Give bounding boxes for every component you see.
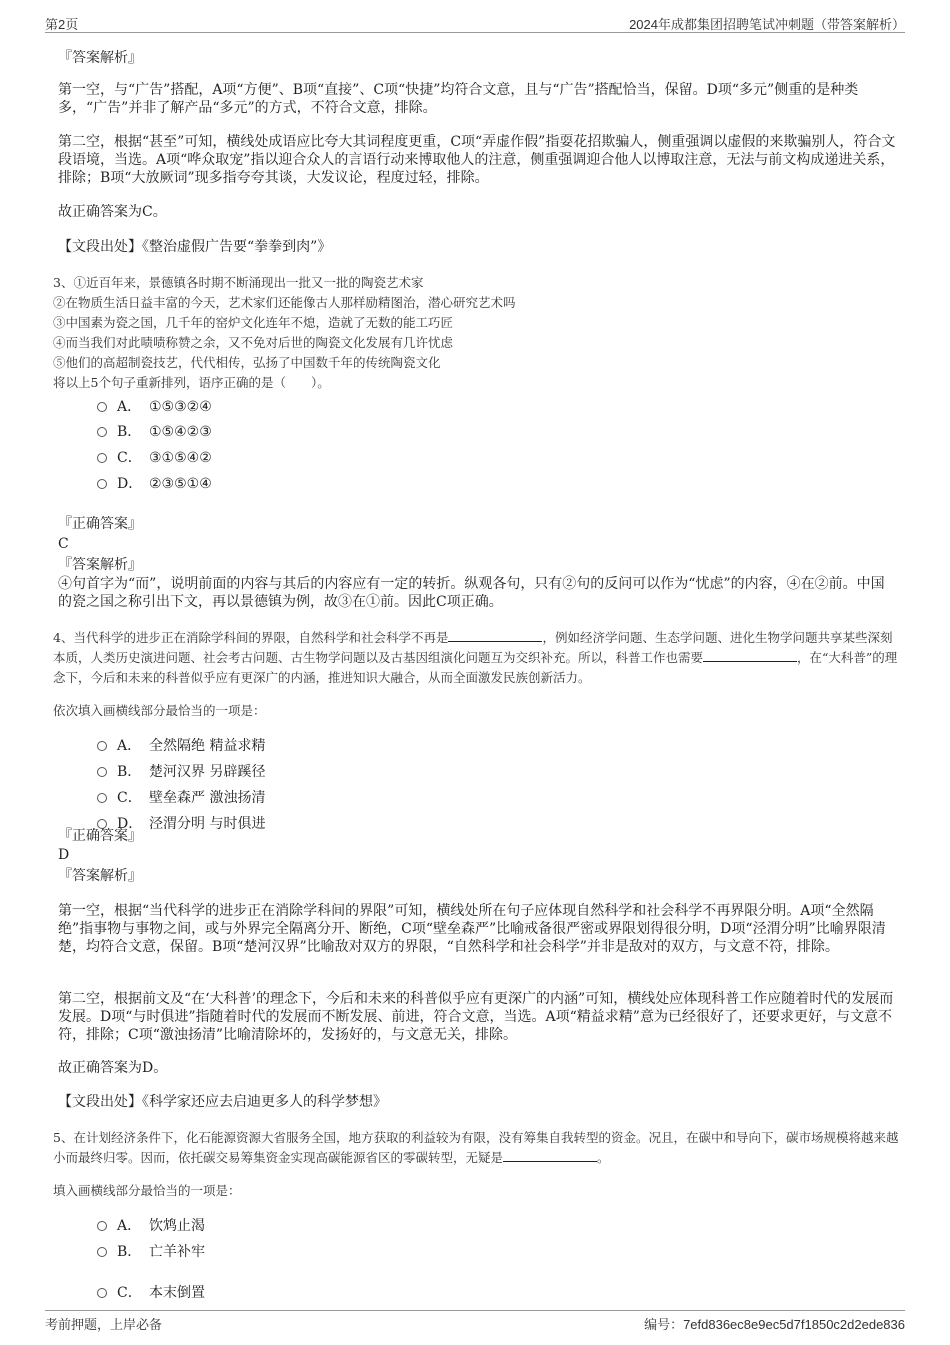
q5-prompt: 填入画横线部分最恰当的一项是： — [53, 1183, 241, 1198]
radio-icon[interactable] — [97, 741, 107, 751]
q5-stem: 5、在计划经济条件下，化石能源资源大省服务全国，地方获取的利益较为有限，没有筹集自我转型的资金。况且，在碳中和导向下，碳市场规模将越来越小而最终归零。因而，依托碳交易筹集资金实现高碳能源省区的零碳转型，无疑是 。 — [53, 1130, 899, 1165]
option-text: 本末倒置 — [149, 1285, 205, 1301]
q3-answer: C — [58, 536, 69, 552]
q3-line-2: ②在物质生活日益丰富的今天，艺术家们还能像古人那样励精图治，潜心研究艺术吗 — [53, 295, 516, 310]
q3-line-4: ④而当我们对此啧啧称赞之余，又不免对后世的陶瓷文化发展有几许忧虑 — [53, 335, 454, 350]
option-text: 泾渭分明 与时俱进 — [149, 816, 266, 832]
footer-rule — [45, 1310, 905, 1311]
q3-line-5: ⑤他们的高超制瓷技艺，代代相传，弘扬了中国数千年的传统陶瓷文化 — [53, 355, 441, 370]
q2-analysis-para-1: 第一空，与“广告”搭配，A项“方便”、B项“直接”、C项“快捷”均符合文意，且与“广告”搭配恰当，保留。D项“多元”侧重的是种类多，“广告”并非了解产品“多元”的方式，不符合文意，排除。 — [58, 82, 859, 116]
blank-line — [503, 1149, 597, 1162]
page-number: 第2页 — [45, 17, 79, 32]
option-text: ①⑤④②③ — [149, 424, 212, 440]
document-title: 2024年成都集团招聘笔试冲刺题（带答案解析） — [629, 17, 905, 32]
radio-icon[interactable] — [97, 453, 107, 463]
q4-analysis-label: 『答案解析』 — [58, 868, 142, 884]
option-text: ②③⑤①④ — [149, 476, 212, 492]
footer-doc-id: 编号：7efd836ec8e9ec5d7f1850c2d2ede836 — [644, 1317, 905, 1332]
q5-option-a[interactable]: A． 饮鸩止渴 — [97, 1217, 205, 1235]
q2-analysis-label: 『答案解析』 — [58, 50, 142, 66]
q4-answer-label: 『正确答案』 — [58, 828, 142, 844]
q3-option-a[interactable]: A． ①⑤③②④ — [97, 398, 212, 416]
option-text: 壁垒森严 激浊扬清 — [149, 790, 266, 806]
q3-option-d[interactable]: D． ②③⑤①④ — [97, 475, 212, 493]
radio-icon[interactable] — [97, 767, 107, 777]
radio-icon[interactable] — [97, 402, 107, 412]
q3-analysis-label: 『答案解析』 — [58, 557, 142, 573]
q4-conclusion: 故正确答案为D。 — [58, 1060, 168, 1076]
q4-option-c[interactable]: C． 壁垒森严 激浊扬清 — [97, 789, 265, 807]
blank-line — [448, 629, 542, 642]
q2-source: 【文段出处】《整治虚假广告要“拳拳到肉”》 — [58, 239, 332, 255]
q3-line-1: 3、①近百年来，景德镇各时期不断涌现出一批又一批的陶瓷艺术家 — [53, 275, 424, 290]
q4-prompt: 依次填入画横线部分最恰当的一项是： — [53, 703, 266, 718]
q5-option-c[interactable]: C． 本末倒置 — [97, 1284, 205, 1302]
q4-option-b[interactable]: B． 楚河汉界 另辟蹊径 — [97, 763, 265, 781]
footer-slogan: 考前押题，上岸必备 — [45, 1317, 163, 1332]
radio-icon[interactable] — [97, 793, 107, 803]
option-text: 亡羊补牢 — [149, 1244, 205, 1260]
q3-line-3: ③中国素为瓷之国，几千年的窑炉文化连年不熄，造就了无数的能工巧匠 — [53, 315, 454, 330]
q4-option-d[interactable]: D． 泾渭分明 与时俱进 — [97, 815, 265, 833]
header-rule — [45, 32, 905, 33]
q4-option-a[interactable]: A． 全然隔绝 精益求精 — [97, 737, 265, 755]
radio-icon[interactable] — [97, 1247, 107, 1257]
q3-option-b[interactable]: B． ①⑤④②③ — [97, 423, 212, 441]
option-text: ③①⑤④② — [149, 450, 212, 466]
q2-analysis-para-2: 第二空，根据“甚至”可知，横线处成语应比夸大其词程度更重，C项“弄虚作假”指耍花招欺骗人，侧重强调以虚假的来欺骗别人，符合文段语境，当选。A项“哗众取宠”指以迎合众人的言语行动来博取他人的注意，侧重强调迎合他人以博取注意，无法与前文构成递进关系，排除；B项“大放厥词”现多指夸夸其谈，大发议论，程度过轻，排除。 — [58, 134, 896, 186]
radio-icon[interactable] — [97, 1221, 107, 1231]
q4-analysis-para-2: 第二空，根据前文及“在‘大科普’的理念下，今后和未来的科普似乎应有更深广的内涵”可知，横线处应体现科普工作应随着时代的发展而发展。D项“与时俱进”指随着时代的发展而不断发展、前进，符合文意，当选。A项“精益求精”意为已经很好了，还要求更好，与文意不符，排除；C项“激浊扬清”比喻清除坏的，发扬好的，与文意无关，排除。 — [58, 991, 894, 1043]
q5-option-b[interactable]: B． 亡羊补牢 — [97, 1243, 205, 1261]
blank-line — [703, 649, 797, 662]
radio-icon[interactable] — [97, 427, 107, 437]
q3-prompt: 将以上5个句子重新排列，语序正确的是（ ）。 — [53, 375, 330, 390]
option-text: 饮鸩止渴 — [149, 1218, 205, 1234]
q3-analysis: ④句首字为“而”，说明前面的内容与其后的内容应有一定的转折。纵观各句，只有②句的反问可以作为“忧虑”的内容，④在②前。中国的瓷之国之称引出下文，再以景德镇为例，故③在①前。因此C项正确。 — [58, 576, 885, 610]
q2-conclusion: 故正确答案为C。 — [58, 204, 167, 220]
option-text: 楚河汉界 另辟蹊径 — [149, 764, 266, 780]
q3-answer-label: 『正确答案』 — [58, 516, 142, 532]
radio-icon[interactable] — [97, 1288, 107, 1298]
q4-source: 【文段出处】《科学家还应去启迪更多人的科学梦想》 — [58, 1094, 387, 1110]
q3-option-c[interactable]: C． ③①⑤④② — [97, 449, 212, 467]
q4-analysis-para-1: 第一空，根据“当代科学的进步正在消除学科间的界限”可知，横线处所在句子应体现自然科学和社会科学不再界限分明。A项“全然隔绝”指事物与事物之间，或与外界完全隔离分开、断绝，C项“壁垒森严”比喻戒备很严密或界限划得很分明，D项“泾渭分明”比喻界限清楚，均符合文意，保留。B项“楚河汉界”比喻敌对双方的界限，“自然科学和社会科学”并非是敌对的双方，与文意不符，排除。 — [58, 903, 886, 955]
q4-answer: D — [58, 847, 70, 863]
option-text: 全然隔绝 精益求精 — [149, 738, 266, 754]
q4-stem: 4、当代科学的进步正在消除学科间的界限，自然科学和社会科学不再是 ，例如经济学问题、生态学问题、进化生物学问题共享某些深刻本质，人类历史演进问题、社会考古问题、古生物学问题以及古基因组演化问题互为交织补充。所以，科普工作也需要 ，在“大科普”的理念下，今后和未来的科普似乎应有更深广的内涵，推进知识大融合，从而全面激发民族创新活力。 — [53, 630, 898, 685]
option-text: ①⑤③②④ — [149, 399, 212, 415]
radio-icon[interactable] — [97, 479, 107, 489]
